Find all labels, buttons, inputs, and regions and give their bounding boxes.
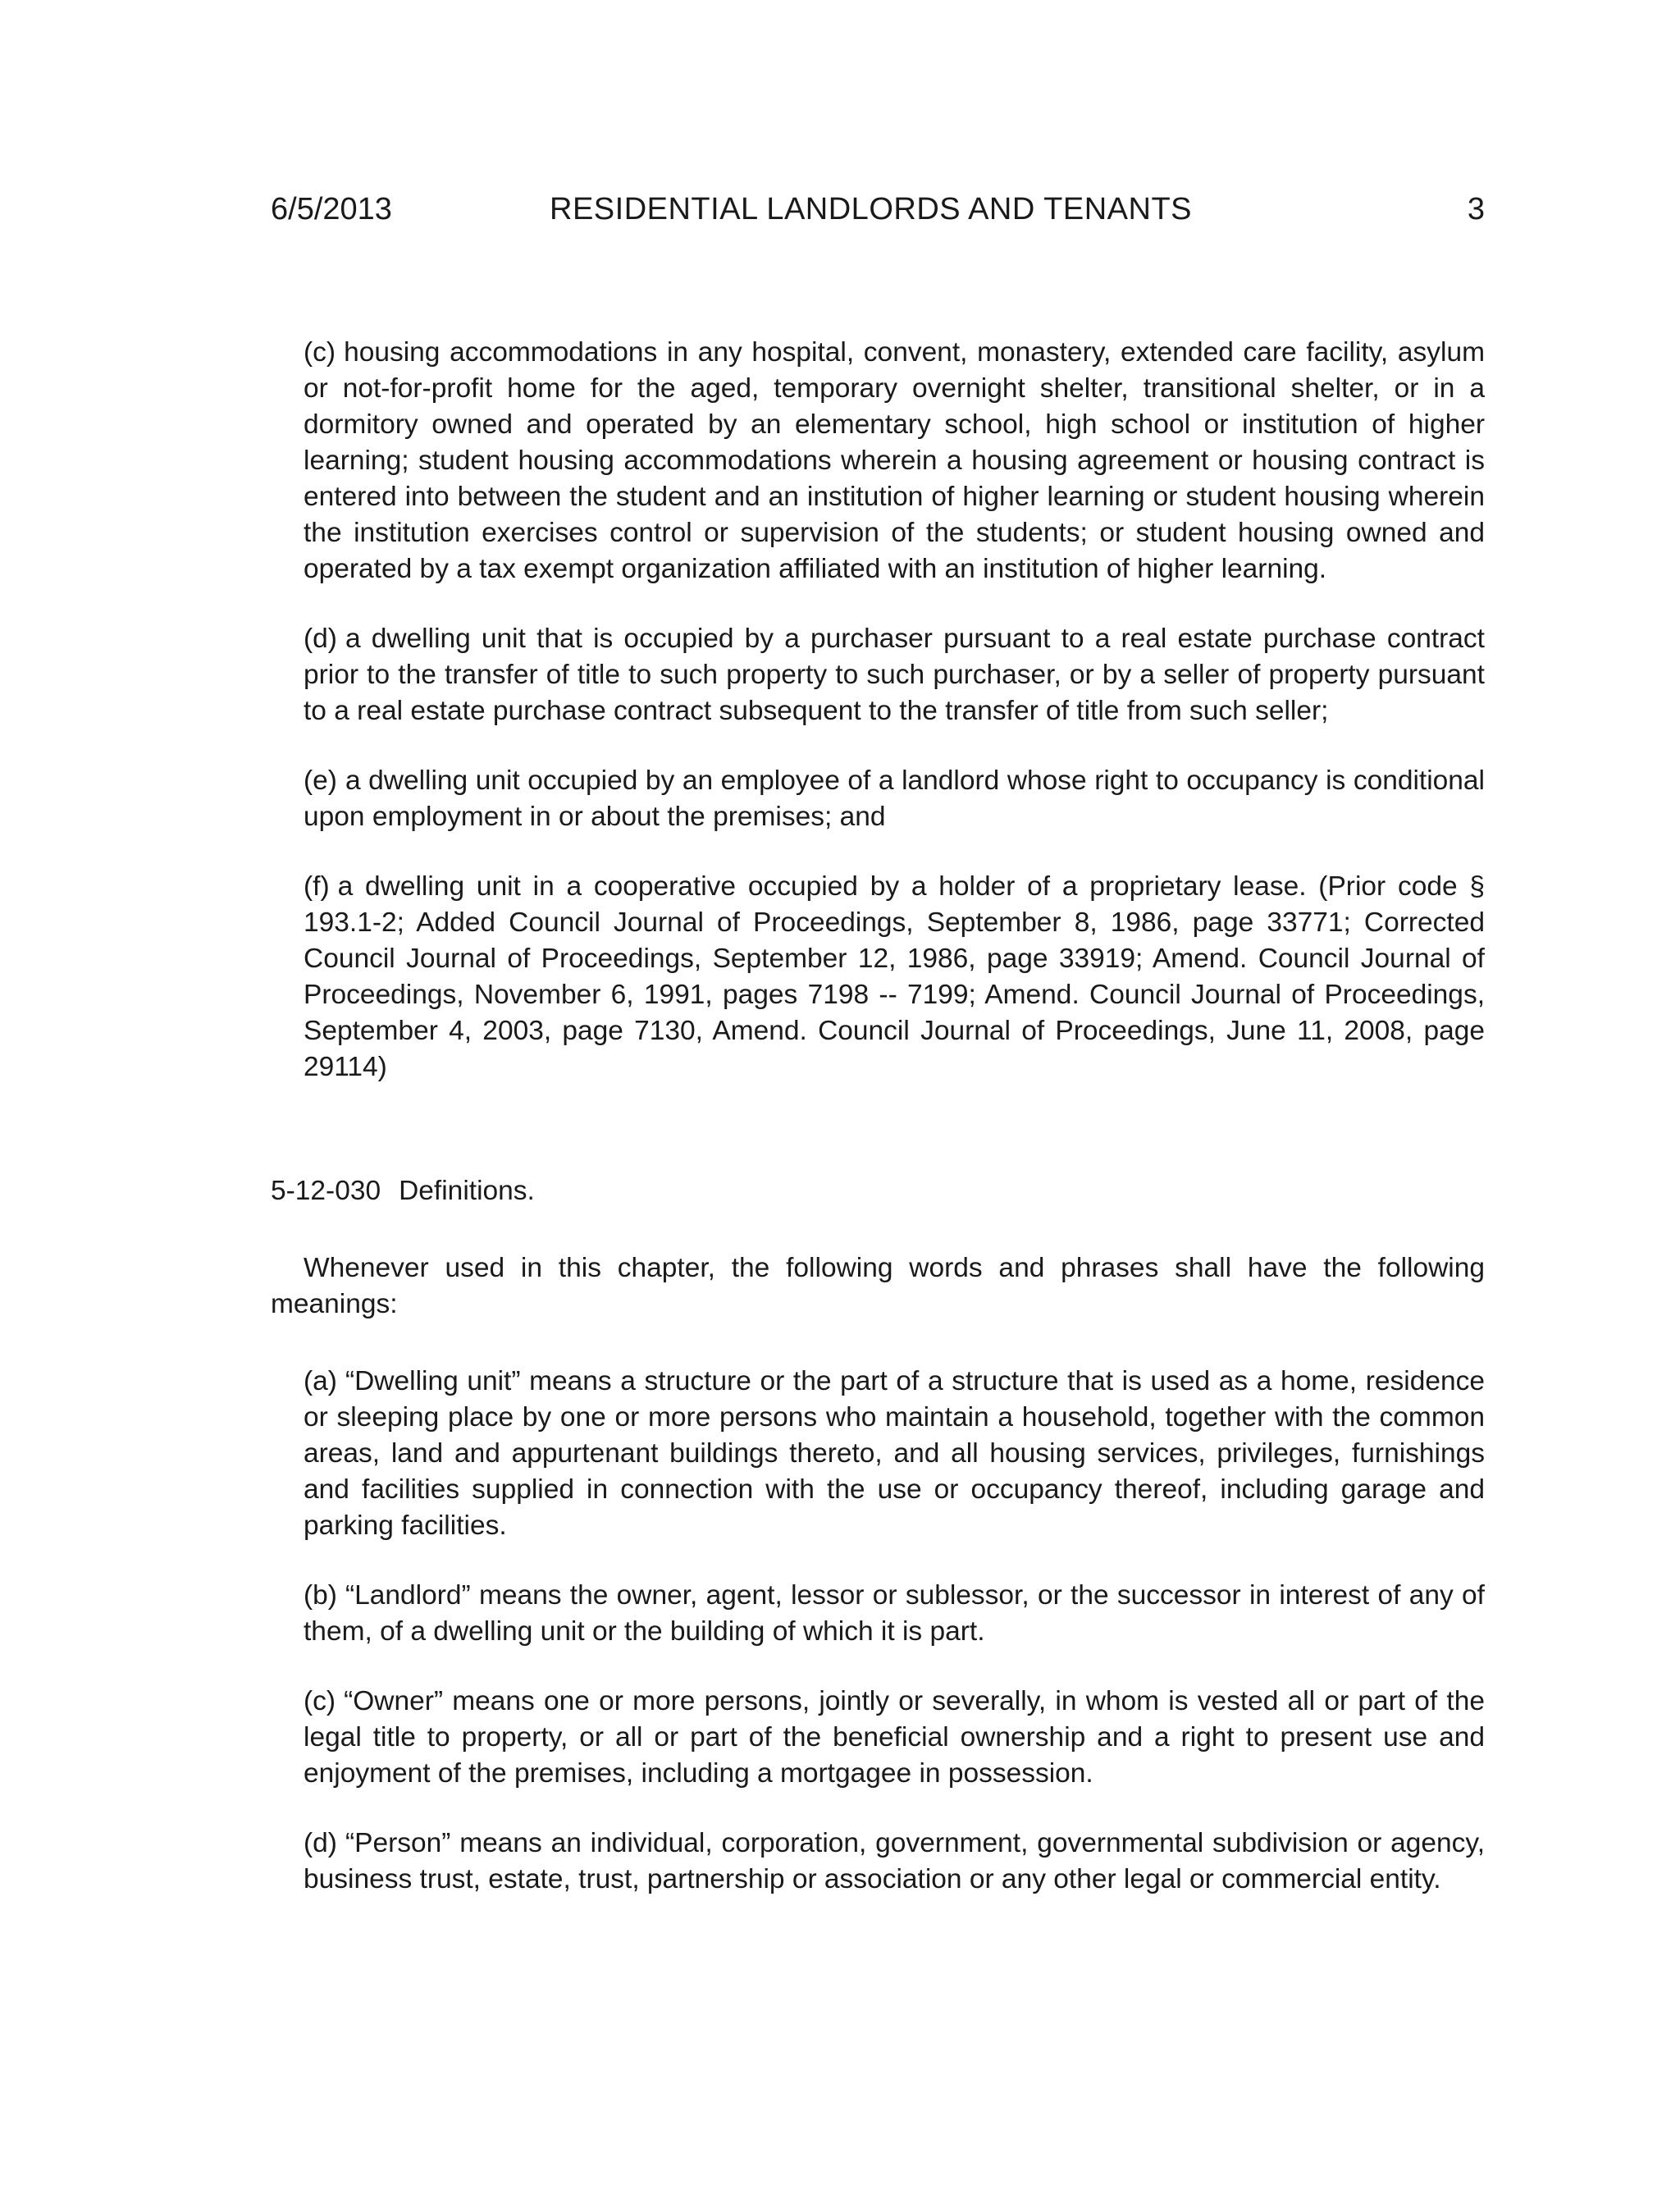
- definition-paragraph: [271, 1578, 1485, 1650]
- paragraph-text: “Owner” means one or more persons, jointly or severally, in whom is vested all or part of the legal title to property, or all or part of the beneficial ownership and a right to present use and enjoyment of the premises, including a mortgagee in possession.: [304, 1686, 1485, 1789]
- paragraph-label: (a): [304, 1366, 337, 1396]
- paragraph-label: (e): [304, 765, 337, 796]
- section-title: Definitions.: [399, 1176, 535, 1206]
- definition-paragraph: [271, 1684, 1485, 1792]
- paragraph-label: (f): [304, 871, 330, 902]
- paragraph-label: (c): [304, 337, 336, 368]
- exclusion-paragraph: [271, 335, 1485, 587]
- header-title: RESIDENTIAL LANDLORDS AND TENANTS: [550, 192, 1193, 226]
- header-date: 6/5/2013: [271, 192, 392, 226]
- paragraph-label: (d): [304, 624, 337, 654]
- page-number: 3: [1467, 192, 1485, 226]
- paragraph-text: a dwelling unit occupied by an employee of a landlord whose right to occupancy is conditional upon employment in or about the premises; and: [304, 765, 1485, 832]
- exclusion-paragraph: [271, 763, 1485, 835]
- exclusion-paragraph: [271, 869, 1485, 1085]
- paragraph-text: housing accommodations in any hospital, convent, monastery, extended care facility, asylum or not-for-profit home for the aged, temporary overnight shelter, transitional shelter, or in a dormitory owned and operated by an elementary school, high school or institution of higher learning; student housing accommodations wherein a housing agreement or housing contract is entered into between the student and an institution of higher learning or student housing wherein the institution exercises control or supervision of the students; or student housing owned and operated by a tax exempt organization affiliated with an institution of higher learning.: [304, 337, 1485, 584]
- paragraph-text: “Dwelling unit” means a structure or the part of a structure that is used as a home, residence or sleeping place by one or more persons who maintain a household, together with the common areas, land and appurtenant buildings thereto, and all housing services, privileges, furnishings and facilities supplied in connection with the use or occupancy thereof, including garage and parking facilities.: [304, 1366, 1485, 1541]
- section-heading: [271, 1173, 1485, 1209]
- paragraph-label: (b): [304, 1580, 337, 1611]
- section-number: 5-12-030: [271, 1176, 381, 1206]
- paragraph-label: (d): [304, 1828, 337, 1858]
- paragraph-text: “Landlord” means the owner, agent, lessor or sublessor, or the successor in interest of any of them, of a dwelling unit or the building of which it is part.: [304, 1580, 1485, 1647]
- paragraph-label: (c): [304, 1686, 336, 1716]
- paragraph-text: a dwelling unit that is occupied by a purchaser pursuant to a real estate purchase contract prior to the transfer of title to such property to such purchaser, or by a seller of property pursuant to a real estate purchase contract subsequent to the transfer of title from such seller;: [304, 624, 1485, 726]
- paragraph-text: a dwelling unit in a cooperative occupied by a holder of a proprietary lease. (Prior code § 193.1-2; Added Council Journal of Proceedings, September 8, 1986, page 33771; Corrected Council Journal of Proceedings, September 12, 1986, page 33919; Amend. Council Journal of Proceedings, November 6, 1991, pages 7198 -- 7199; Amend. Council Journal of Proceedings, September 4, 2003, page 7130, Amend. Council Journal of Proceedings, June 11, 2008, page 29114): [304, 871, 1485, 1082]
- document-body: [271, 335, 1485, 1898]
- exclusion-paragraph: [271, 621, 1485, 729]
- definition-paragraph: [271, 1826, 1485, 1898]
- section-intro: Whenever used in this chapter, the following words and phrases shall have the following meanings:: [271, 1253, 1485, 1319]
- definition-paragraph: [271, 1364, 1485, 1544]
- page-header: [271, 189, 1485, 230]
- paragraph-text: “Person” means an individual, corporation, government, governmental subdivision or agency, business trust, estate, trust, partnership or association or any other legal or commercial entity.: [304, 1828, 1485, 1894]
